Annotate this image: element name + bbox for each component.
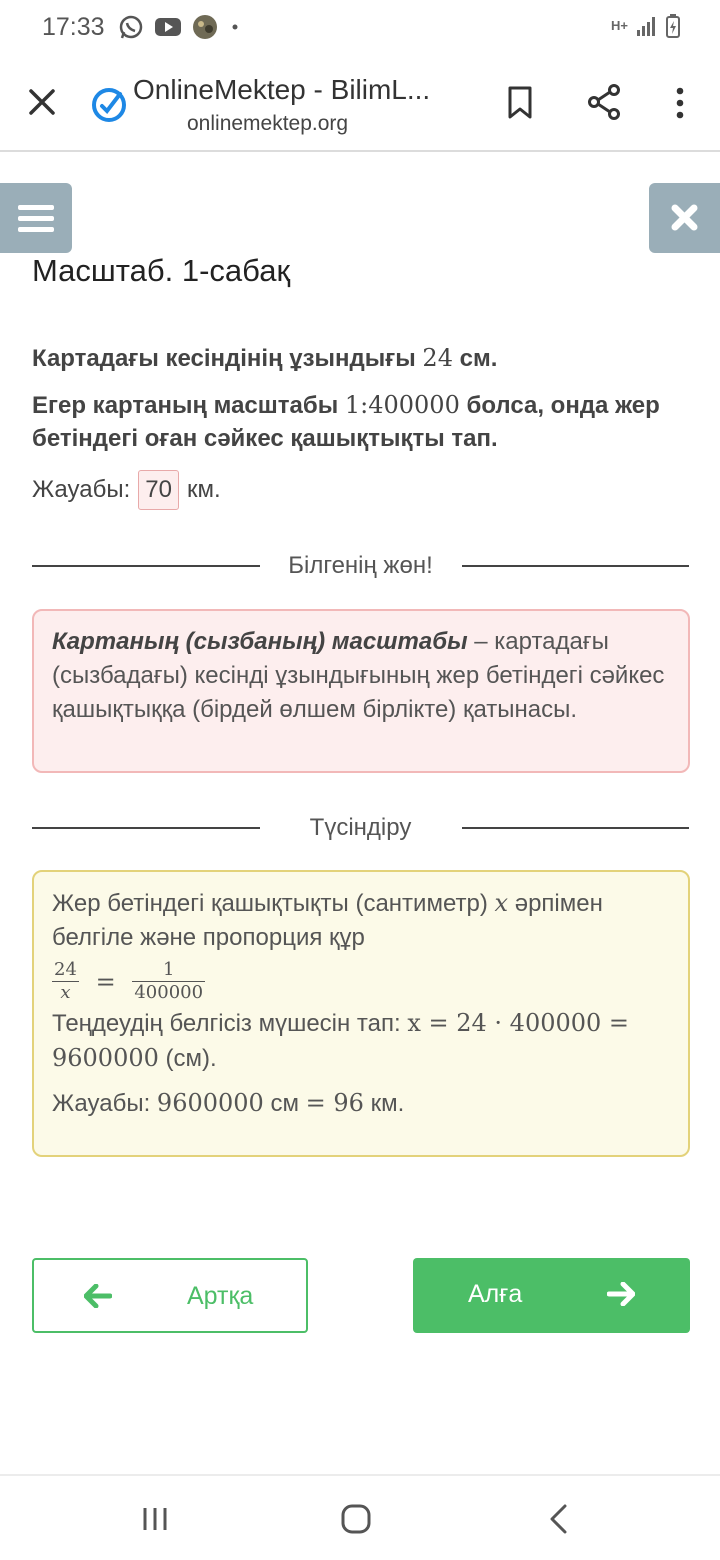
arrow-left-icon	[84, 1284, 112, 1308]
hamburger-icon-line	[18, 227, 54, 232]
answer-row	[32, 470, 221, 510]
back-nav-icon[interactable]	[545, 1503, 571, 1535]
segment-length: 24	[422, 344, 453, 372]
explanation-heading: Түсіндіру	[309, 814, 412, 841]
share-icon[interactable]	[587, 84, 621, 120]
map-scale: 1:400000	[344, 391, 460, 419]
system-navigation-bar	[0, 1474, 720, 1560]
site-logo-icon	[90, 86, 128, 124]
explanation-box	[32, 870, 690, 1157]
back-button[interactable]	[32, 1258, 308, 1333]
page-url[interactable]: onlinemektep.org	[187, 112, 349, 135]
know-heading: Білгенің жөн!	[288, 552, 433, 579]
fraction-left: $\frac{24}{x}$	[54, 959, 77, 1003]
back-label: Артқа	[187, 1282, 254, 1310]
next-button[interactable]	[413, 1258, 690, 1333]
answer-label: Жауабы:	[32, 476, 131, 503]
hamburger-icon-line	[18, 216, 54, 221]
recent-apps-icon[interactable]	[140, 1504, 170, 1534]
bookmark-icon[interactable]	[507, 86, 533, 120]
fraction-right: $\frac{1}{400000}$	[134, 959, 204, 1003]
question-text-2: Егер картаның масштабы 1:400000 болса, онда жер бетіндегі оған сәйкес қашықтықты тап.	[32, 391, 660, 452]
more-notifications-dot-icon	[228, 20, 242, 34]
status-bar	[0, 0, 720, 56]
home-icon[interactable]	[340, 1503, 372, 1535]
notification-icons	[118, 14, 242, 40]
equals-sign: =	[95, 967, 116, 996]
explanation-divider	[32, 808, 689, 848]
close-icon[interactable]	[26, 86, 58, 118]
explanation-answer: Жауабы: 9600000 см = 96 км.	[52, 1089, 405, 1117]
network-type: H+	[611, 18, 628, 33]
menu-button[interactable]	[0, 183, 72, 253]
whatsapp-icon	[118, 14, 144, 40]
explanation-line-1: Жер бетіндегі қашықтықты (сантиметр) x әрпімен белгіле және пропорция құр	[52, 889, 603, 951]
know-divider	[32, 546, 689, 586]
definition-text: – картадағы (сызбадағы) кесінді ұзындығының жер бетіндегі сәйкес қашықтыққа (бірдей өлшем бірлікте) қатынасы.	[52, 628, 665, 723]
answer-unit: км.	[186, 476, 221, 503]
hamburger-icon	[18, 205, 54, 210]
explanation-line-3: Теңдеудің белгісіз мүшесін тап: x = 24 · 400000 = 9600000 (см).	[52, 1009, 630, 1072]
answer-input[interactable]: 70	[138, 470, 179, 510]
more-options-icon[interactable]	[670, 86, 690, 120]
arrow-right-icon	[607, 1282, 635, 1306]
definition-box	[32, 609, 690, 773]
question-text-1: Картадағы кесіндінің ұзындығы 24 см.	[32, 344, 498, 372]
browser-toolbar	[0, 56, 720, 152]
system-icons	[611, 14, 680, 38]
next-label: Алға	[468, 1280, 523, 1308]
app-avatar-icon	[192, 14, 218, 40]
close-icon	[649, 183, 720, 253]
battery-icon	[666, 14, 680, 38]
page-title: OnlineMektep - BilimL...	[133, 74, 431, 105]
proportion	[52, 959, 670, 1004]
youtube-icon	[154, 16, 182, 38]
lesson-title: Масштаб. 1-сабақ	[32, 253, 291, 288]
close-lesson-button[interactable]	[649, 183, 720, 253]
status-time: 17:33	[42, 13, 105, 41]
definition-term: Картаның (сызбаның) масштабы	[52, 628, 468, 655]
signal-icon	[636, 15, 658, 37]
